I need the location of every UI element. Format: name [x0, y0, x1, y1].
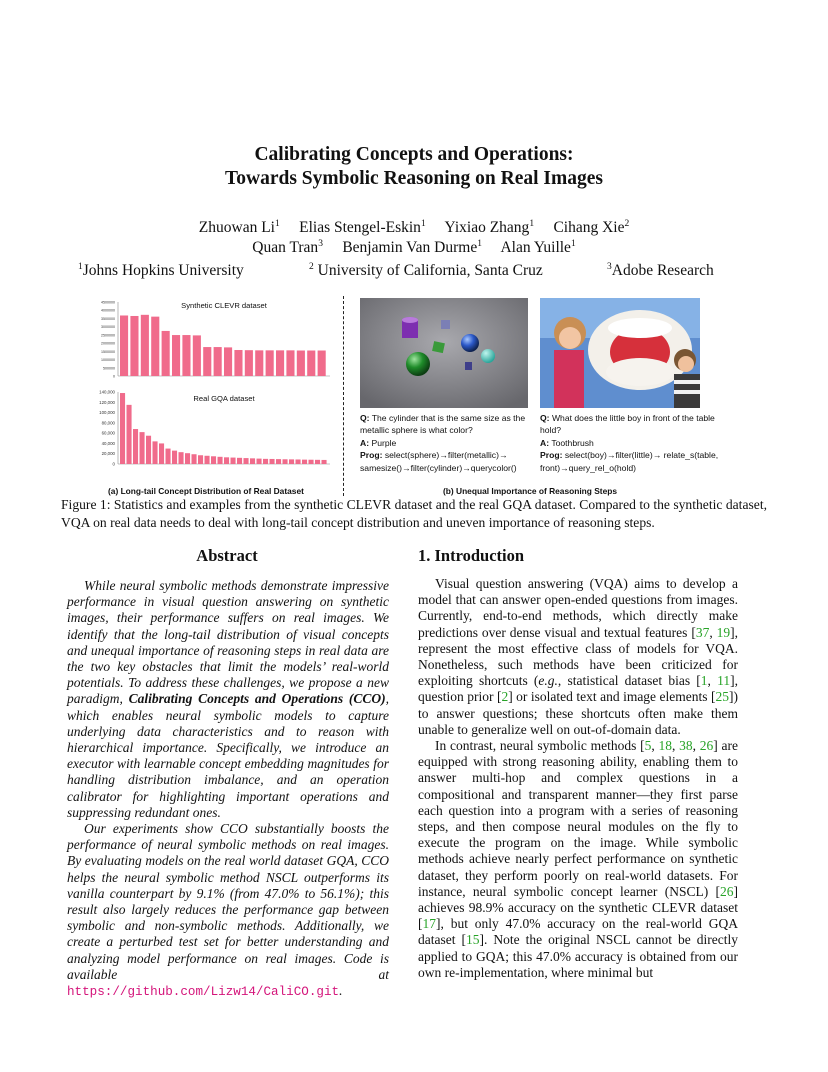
author-name: Benjamin Van Durme [342, 239, 478, 256]
citation[interactable]: 19 [716, 624, 731, 640]
citation[interactable]: 1 [700, 673, 708, 689]
chart-title: Real GQA dataset [193, 394, 255, 403]
intro-text: e.g. [538, 673, 558, 689]
bar [162, 331, 170, 376]
clevr-question [360, 412, 535, 437]
clevr-answer [360, 437, 535, 449]
abstract-text: While neural symbolic methods demonstrate impressive performance in visual question answering on synthetic images, their performance suffers on real images. We identify that the long-tail distribution of visual concepts and unequal importance of reasoning steps in real data are the two key obstacles that limit the models’ real-world potentials. To address these challenges, we propose a new paradigm, [67, 578, 389, 707]
question-text: The cylinder that is the same size as the metallic sphere is what color? [360, 413, 526, 436]
y-tick-label: 20,000 [101, 451, 115, 457]
abstract-body [67, 578, 389, 1000]
author-sup: 2 [624, 218, 630, 229]
author-name: Zhuowan Li [198, 219, 275, 236]
bar [266, 350, 274, 376]
intro-text: , statistical dataset bias [ [557, 673, 701, 689]
bar [140, 432, 145, 464]
bar [120, 315, 128, 376]
author-sup: 3 [318, 238, 323, 249]
intro-text: ]) to answer questions; these shortcuts often make them unable to generalize well on out-of-domain data. [418, 689, 738, 737]
bar [146, 436, 151, 464]
abstract-paragraph-1 [67, 578, 389, 821]
author-name: Yixiao Zhang [444, 219, 530, 236]
affiliation-name: Johns Hopkins University [82, 262, 244, 279]
affiliation-sup: 3 [607, 261, 612, 272]
intro-text: In contrast, neural symbolic methods [ [435, 738, 645, 754]
bar [276, 459, 281, 464]
citation[interactable]: 26 [699, 738, 714, 754]
bar [307, 351, 315, 376]
bar [166, 449, 171, 464]
bar [322, 460, 327, 464]
bar [234, 350, 242, 376]
bar [182, 335, 190, 376]
y-tick-label: 4000000 [101, 308, 115, 313]
author-name: Cihang Xie [553, 219, 625, 236]
bar [297, 351, 305, 376]
author-sup: 1 [420, 218, 426, 229]
affiliation-3 [607, 261, 714, 281]
figure-panel-a-label: (a) Long-tail Concept Distribution of Real Dataset [108, 486, 304, 496]
bar [159, 443, 164, 464]
program-text: select(boy)→filter(little)→ relate_s(table, front)→query_rel_o(hold) [540, 450, 719, 473]
bar [127, 405, 132, 464]
affiliation-1 [78, 261, 244, 281]
bar [133, 429, 138, 464]
bar [245, 350, 253, 376]
citation[interactable]: 25 [715, 689, 729, 705]
y-tick-label: 2500000 [101, 333, 115, 338]
affiliation-name: University of California, Santa Cruz [317, 262, 543, 279]
affiliation-name: Adobe Research [611, 262, 714, 279]
bar [214, 347, 222, 376]
gqa-photo-image [540, 298, 700, 408]
citation[interactable]: 38 [679, 738, 693, 754]
intro-text: ], represent the most effective class of models for VQA. Nonetheless, such methods have been criticized for exploiting shortcuts ( [418, 624, 739, 689]
bar [250, 458, 255, 464]
bar [211, 456, 216, 464]
clevr-program [360, 449, 535, 474]
answer-label: A: [540, 437, 550, 448]
author-sup: 1 [529, 218, 535, 229]
intro-paragraph-2: In contrast, neural symbolic methods [5, 18, 38, 26] are equipped with strong reasoning ability, enabling them to answer multi-hop and complex questions in a compositional and transparent manner—they first parse each question into a program with a series of reasoning steps, and then compose neural modules on the fly to execute the program on the image. While symbolic methods achieve nearly perfect performance on synthetic dataset, they perform poorly on real-world datasets. For instance, neural symbolic concept learner (NSCL) [26] achieves 98.9% accuracy on the synthetic CLEVR dataset [17], but only 47.0% accuracy on the real-world GQA dataset [15]. Note the original NSCL cannot be directly applied to GQA; this 47.0% accuracy is obtained from our own re-implementation, where minimal but [418, 738, 739, 980]
bar [286, 350, 294, 376]
question-label: Q: [540, 413, 550, 423]
bar [218, 457, 223, 464]
citation[interactable]: 26 [720, 883, 734, 899]
intro-text: ]. Note the original NSCL cannot be directly applied to GQA; this 47.0% accuracy is obtained from our own re-implementation, where minimal but [418, 932, 739, 980]
y-tick-label: 120,000 [99, 399, 115, 405]
author-name: Elias Stengel-Eskin [299, 219, 421, 236]
y-tick-label: 3000000 [101, 325, 115, 330]
abstract-bold-text: Calibrating Concepts and Operations (CCO) [128, 691, 386, 707]
citation[interactable]: 5 [644, 738, 652, 754]
citation[interactable]: 11 [717, 673, 731, 689]
gqa-chart [99, 390, 330, 467]
bar [270, 459, 275, 464]
author-sup: 1 [570, 238, 576, 249]
bar [120, 393, 125, 464]
bar [237, 458, 242, 464]
bar [224, 457, 229, 464]
authors-row-1 [0, 218, 828, 238]
bar [244, 458, 249, 464]
y-tick-label: 2000000 [101, 341, 115, 346]
clevr-chart [101, 301, 330, 379]
question-label: Q: [360, 413, 370, 423]
bar [172, 451, 177, 464]
citation[interactable]: 17 [422, 916, 436, 932]
bar [185, 453, 190, 464]
gqa-program [540, 449, 720, 474]
answer-text: Purple [371, 437, 397, 448]
bar [224, 347, 232, 376]
y-tick-label: 3500000 [101, 316, 115, 321]
intro-text: ] or isolated text and image elements [ [508, 689, 716, 705]
citation[interactable]: 18 [658, 738, 673, 754]
bar [198, 455, 203, 464]
bar [276, 350, 284, 376]
bar [153, 441, 158, 464]
chart-title: Synthetic CLEVR dataset [181, 301, 267, 310]
figure-caption: Figure 1: Statistics and examples from the synthetic CLEVR dataset and the real GQA dataset. Compared to the synthetic dataset, VQA on real data needs to deal with long-tail concept distribution and uneven importance of reasoning steps. [61, 497, 767, 530]
intro-text: ] are equipped with strong reasoning ability, enabling them to answer multi-hop and complex questions in a compositional and transparent manner—they first parse each question into a program with a series of reasoning steps, and then compose neural modules on the fly to execute the program on the image. While symbolic methods achieve nearly perfect performance on synthetic dataset, they perform poorly on real-world datasets. For instance, neural symbolic concept learner (NSCL) [ [418, 738, 739, 899]
bar [255, 350, 263, 376]
bar [192, 454, 197, 464]
clevr-example [360, 412, 535, 474]
code-link[interactable]: https://github.com/Lizw14/CaliCO.git [67, 985, 340, 1000]
bar [289, 459, 294, 464]
intro-text: ], question prior [ [418, 673, 738, 705]
answer-text: Toothbrush [551, 437, 594, 448]
figure-divider [343, 296, 344, 496]
citation[interactable]: 15 [465, 932, 480, 948]
introduction-heading: 1. Introduction [418, 546, 525, 565]
bar [141, 315, 149, 376]
bar [231, 458, 236, 464]
bar [263, 459, 268, 464]
citation[interactable]: 37 [695, 624, 710, 640]
bar [205, 456, 210, 464]
y-tick-label: 0 [113, 374, 115, 379]
intro-text: ] achieves 98.9% accuracy on the synthetic CLEVR dataset [ [418, 883, 738, 932]
program-text: select(sphere)→filter(metallic)→ samesize()→filter(cylinder)→querycolor() [360, 450, 517, 473]
abstract-text: . [339, 983, 343, 999]
gqa-question [540, 412, 720, 437]
answer-label: A: [360, 437, 370, 448]
affiliation-sup: 2 [309, 261, 314, 272]
y-tick-label: 500000 [103, 366, 115, 371]
bar [130, 316, 138, 376]
clevr-scene-image [360, 298, 528, 408]
gqa-example [540, 412, 720, 474]
concept-distribution-charts [82, 296, 336, 482]
affiliation-2 [309, 261, 543, 281]
question-text: What does the little boy in front of the table hold? [540, 413, 715, 436]
citation[interactable]: 2 [501, 689, 509, 705]
bar [309, 460, 314, 464]
bar [193, 335, 201, 376]
bar [296, 459, 301, 464]
bar [257, 459, 262, 464]
y-tick-label: 1500000 [101, 349, 115, 354]
y-tick-label: 4500000 [101, 300, 115, 305]
abstract-paragraph-2 [67, 821, 389, 1000]
bar [302, 460, 307, 464]
y-tick-label: 1000000 [101, 358, 115, 363]
bar [172, 335, 180, 376]
paper-title-line2: Towards Symbolic Reasoning on Real Images [225, 168, 603, 189]
y-tick-label: 140,000 [99, 389, 115, 395]
author-name: Alan Yuille [500, 239, 571, 256]
y-tick-label: 80,000 [101, 420, 115, 426]
author-sup: 1 [477, 238, 482, 249]
authors-row-2 [0, 238, 828, 258]
author-name: Quan Tran [252, 239, 319, 256]
author-sup: 1 [274, 218, 280, 229]
bar [315, 460, 320, 464]
y-tick-label: 0 [112, 461, 115, 467]
paper-title-line1: Calibrating Concepts and Operations: [254, 144, 574, 165]
affiliation-sup: 1 [78, 261, 83, 272]
bar [318, 351, 326, 376]
y-tick-label: 100,000 [99, 410, 115, 416]
bar [203, 347, 211, 376]
abstract-text: , which enables neural symbolic models to capture underlying data characteristics and to reason with hierarchical importance. Specifically, we introduce an executor with learnable concept embedding magnitudes for handling distribution imbalance, and an operation calibrator for highlighting important operations and suppressing redundant ones. [67, 691, 389, 820]
intro-text: Visual question answering (VQA) aims to develop a model that can answer open-ended questions from images. Currently, end-to-end methods, which directly make predictions over dense visual and textual features [ [418, 576, 738, 640]
bar [283, 459, 288, 464]
y-tick-label: 40,000 [101, 440, 115, 446]
figure-panel-b-label: (b) Unequal Importance of Reasoning Steps [443, 486, 618, 496]
program-label: Prog: [360, 450, 383, 461]
gqa-answer [540, 437, 720, 449]
intro-paragraph-1: Visual question answering (VQA) aims to develop a model that can answer open-ended questions from images. Currently, end-to-end methods, which directly make predictions over dense visual and textual features [37, 19], represent the most effective class of models for VQA. Nonetheless, such methods have been criticized for exploiting shortcuts (e.g., statistical dataset bias [1, 11], question prior [2] or isolated text and image elements [25]) to answer questions; these shortcuts often make them unable to generalize well on out-of-domain data. [418, 576, 739, 737]
bar [179, 452, 184, 464]
program-label: Prog: [540, 450, 563, 461]
intro-text: ], but only 47.0% accuracy on the real-world GQA dataset [ [418, 916, 738, 948]
abstract-text: Our experiments show CCO substantially boosts the performance of neural symbolic methods on real images. By evaluating models on the real world dataset GQA, CCO helps the neural symbolic method NSCL outperforms its vanilla counterpart by 9.1% (from 47.0% to 56.1%); this result also largely reduces the performance gap between symbolic and non-symbolic methods. Additionally, we create a perturbed test set for better understanding and analyzing model performance on real images. Code is available at [67, 821, 389, 982]
y-tick-label: 60,000 [101, 430, 115, 436]
abstract-heading: Abstract [196, 546, 258, 565]
introduction-body [418, 576, 738, 981]
bar [151, 317, 159, 376]
